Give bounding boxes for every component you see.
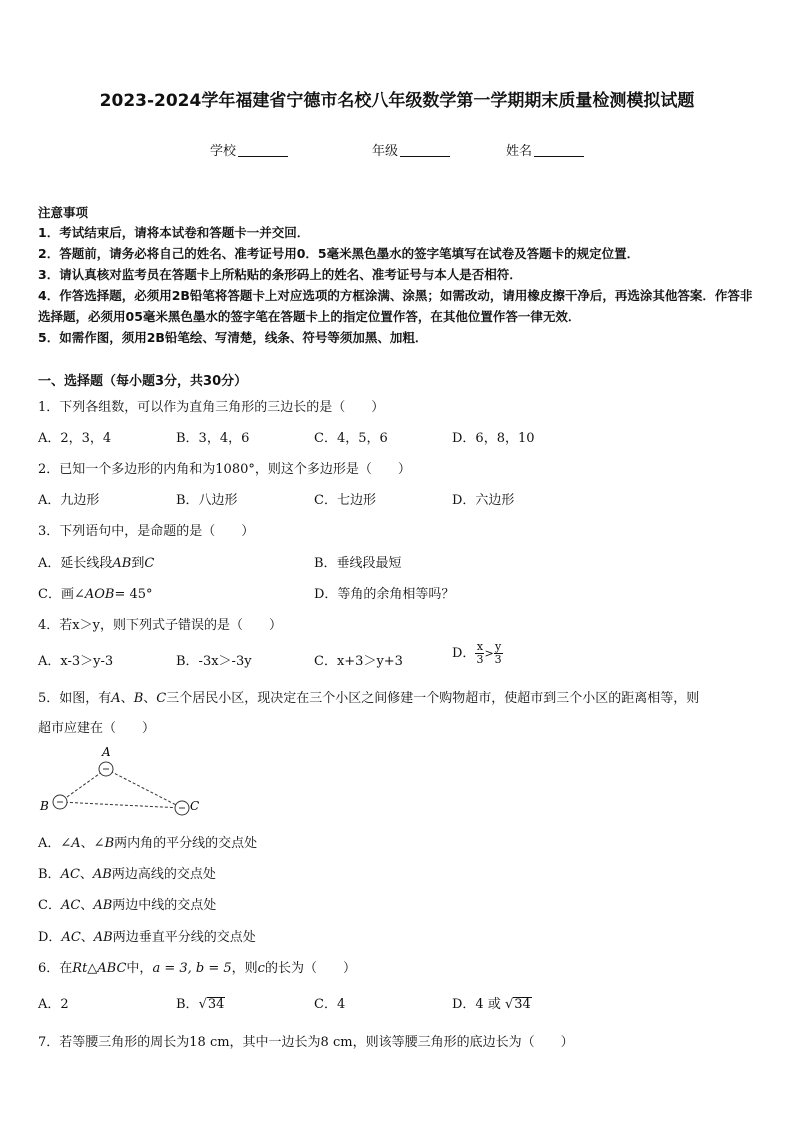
school-blank	[238, 144, 288, 157]
q4-option-c: C．x+3＞y+3	[314, 654, 403, 669]
dashed-edge-ac	[106, 769, 182, 808]
figure-label-a: A	[102, 745, 111, 759]
q3-c-angle: AOB	[84, 587, 115, 602]
q5-option-b	[38, 863, 216, 882]
q4-option-d	[452, 641, 503, 666]
q5-sep: 、	[143, 691, 157, 706]
q5-option-c	[38, 894, 216, 913]
q5-a-mid: 、∠	[80, 836, 105, 851]
grade-field	[372, 140, 450, 159]
q6-option-a: A．2	[38, 997, 69, 1012]
q5-sep: 、	[120, 691, 134, 706]
notice-item-1: 1．考试结束后，请将本试卷和答题卡一并交回．	[38, 225, 310, 240]
page-title: 2023-2024学年福建省宁德市名校八年级数学第一学期期末质量检测模拟试题	[99, 91, 695, 111]
q4-stem: 4．若x＞y，则下列式子错误的是（ ）	[38, 618, 282, 633]
q5-a-text: A．∠	[38, 836, 72, 851]
name-label: 姓名	[506, 144, 533, 159]
q5-point-b: B	[133, 691, 144, 706]
q1-option-b: B．3，4，6	[176, 431, 250, 446]
q3-stem: 3．下列语句中，是命题的是（ ）	[38, 524, 255, 539]
school-field	[210, 140, 288, 159]
q5-option-d	[38, 926, 256, 945]
notice-heading: 注意事项	[38, 205, 89, 220]
q6-d-prefix: D．4 或	[452, 997, 505, 1012]
name-field	[506, 140, 584, 159]
q5-c-text: C．	[38, 898, 61, 913]
figure-label-b: B	[40, 799, 49, 813]
grade-blank	[400, 144, 450, 157]
q2-stem: 2．已知一个多边形的内角和为1080°，则这个多边形是（ ）	[38, 462, 411, 477]
q5-stem-start: 5．如图，有	[38, 691, 112, 706]
frac-denominator: 3	[494, 653, 502, 666]
q3-a-text: A．延长线段	[38, 556, 113, 571]
q5-c-suffix: 两边中线的交点处	[112, 898, 217, 913]
q6-stem-start: 6．在	[38, 961, 73, 976]
q5-d-var: AC	[61, 930, 81, 945]
q5-b-suffix: 两边高线的交点处	[111, 867, 216, 882]
q4-d-gt: >	[484, 647, 494, 660]
q5-stem-line1	[38, 687, 699, 706]
q4-d-prefix: D．	[452, 646, 476, 661]
q5-d-mid: 、	[80, 930, 94, 945]
q6-option-d	[452, 993, 532, 1012]
q3-a-segment: AB	[112, 556, 132, 571]
q3-option-d: D．等角的余角相等吗？	[314, 587, 455, 602]
q7-stem: 7．若等腰三角形的周长为18 cm，其中一边长为8 cm，则该等腰三角形的底边长为（ ）	[38, 1035, 574, 1050]
frac-denominator: 3	[476, 653, 484, 666]
q5-b-var: AC	[60, 867, 80, 882]
q2-option-d: D．六边形	[452, 493, 515, 508]
q3-c-suffix: = 45°	[114, 587, 153, 602]
q5-d-suffix: 两边垂直平分线的交点处	[112, 930, 256, 945]
q6-option-b	[176, 993, 225, 1012]
q5-c-var: AC	[60, 898, 81, 913]
sqrt-icon: √	[504, 997, 514, 1012]
q6-triangle: Rt△ABC	[72, 961, 127, 976]
q3-a-point: C	[144, 556, 155, 571]
frac-numerator: x	[476, 640, 484, 653]
q2-option-c: C．七边形	[314, 493, 376, 508]
q1-option-a: A．2，3，4	[38, 431, 112, 446]
section-heading: 一、选择题（每小题3分，共30分）	[38, 374, 248, 389]
q5-stem-line2: 超市应建在（ ）	[38, 721, 156, 736]
q6-stem	[38, 957, 356, 976]
q5-b-var: AB	[92, 867, 112, 882]
q2-option-a: A．九边形	[38, 493, 100, 508]
q4-option-b: B．-3x＞-3y	[176, 654, 252, 669]
q6-condition: a = 3, b = 5	[152, 961, 232, 976]
q1-option-d: D．6，8，10	[452, 431, 535, 446]
q6-b-radicand: 34	[207, 997, 225, 1012]
grade-label: 年级	[372, 144, 399, 159]
q5-stem-rest: 三个居民小区，现决定在三个小区之间修建一个购物超市，使超市到三个小区的距离相等，则	[166, 691, 700, 706]
q4-d-frac-2	[494, 641, 503, 666]
q5-c-mid: 、	[80, 898, 94, 913]
q5-a-suffix: 两内角的平分线的交点处	[114, 836, 258, 851]
q5-d-text: D．	[38, 930, 62, 945]
q3-c-text: C．画∠	[38, 587, 85, 602]
q5-option-a	[38, 832, 257, 851]
q3-option-b: B．垂线段最短	[314, 556, 402, 571]
school-label: 学校	[210, 144, 237, 159]
q5-b-mid: 、	[79, 867, 93, 882]
q6-option-c: C．4	[314, 997, 346, 1012]
q5-a-var: B	[104, 836, 115, 851]
q5-point-c: C	[156, 691, 167, 706]
notice-item-5: 5．如需作图，须用2B铅笔绘、写清楚，线条、符号等须加黑、加粗．	[38, 330, 428, 345]
q6-variable: c	[257, 961, 265, 976]
q4-option-a: A．x-3＞y-3	[38, 654, 114, 669]
q5-b-text: B．	[38, 867, 61, 882]
notice-item-4: 4．作答选择题，必须用2B铅笔将答题卡上对应选项的方框涂满、涂黑；如需改动，请用橡皮擦干净后，再选涂其他答案．作答非选择题，必须用05毫米黑色墨水的签字笔在答题卡上的指定位置作答，在其他位置作答一律无效．	[38, 288, 753, 324]
q1-option-c: C．4，5，6	[314, 431, 388, 446]
dashed-edge-ab	[60, 769, 106, 802]
sqrt-icon: √	[198, 997, 207, 1012]
q3-option-c	[38, 583, 153, 602]
q3-a-mid: 到	[131, 556, 145, 571]
q3-option-a	[38, 552, 154, 571]
name-blank	[534, 144, 584, 157]
q6-stem-mid2: ，则	[231, 961, 258, 976]
q5-point-a: A	[111, 691, 121, 706]
q6-stem-mid: 中，	[126, 961, 153, 976]
q5-a-var: A	[71, 836, 81, 851]
notice-item-3: 3．请认真核对监考员在答题卡上所粘贴的条形码上的姓名、准考证号与本人是否相符．	[38, 267, 522, 282]
q6-b-prefix: B．	[176, 997, 199, 1012]
q5-c-var: AB	[93, 898, 113, 913]
q1-stem: 1．下列各组数，可以作为直角三角形的三边长的是（ ）	[38, 400, 385, 415]
q5-d-var: AB	[93, 930, 113, 945]
q6-d-radicand: 34	[514, 997, 531, 1012]
q6-stem-end: 的长为（ ）	[264, 961, 356, 976]
notice-item-2: 2．答题前，请务必将自己的姓名、准考证号用0．5毫米黑色墨水的签字笔填写在试卷及答题卡的规定位置．	[38, 246, 640, 261]
q2-option-b: B．八边形	[176, 493, 238, 508]
triangle-figure	[38, 742, 218, 822]
figure-label-c: C	[190, 799, 200, 813]
dashed-edge-bc	[60, 802, 182, 808]
frac-numerator: y	[495, 640, 502, 653]
